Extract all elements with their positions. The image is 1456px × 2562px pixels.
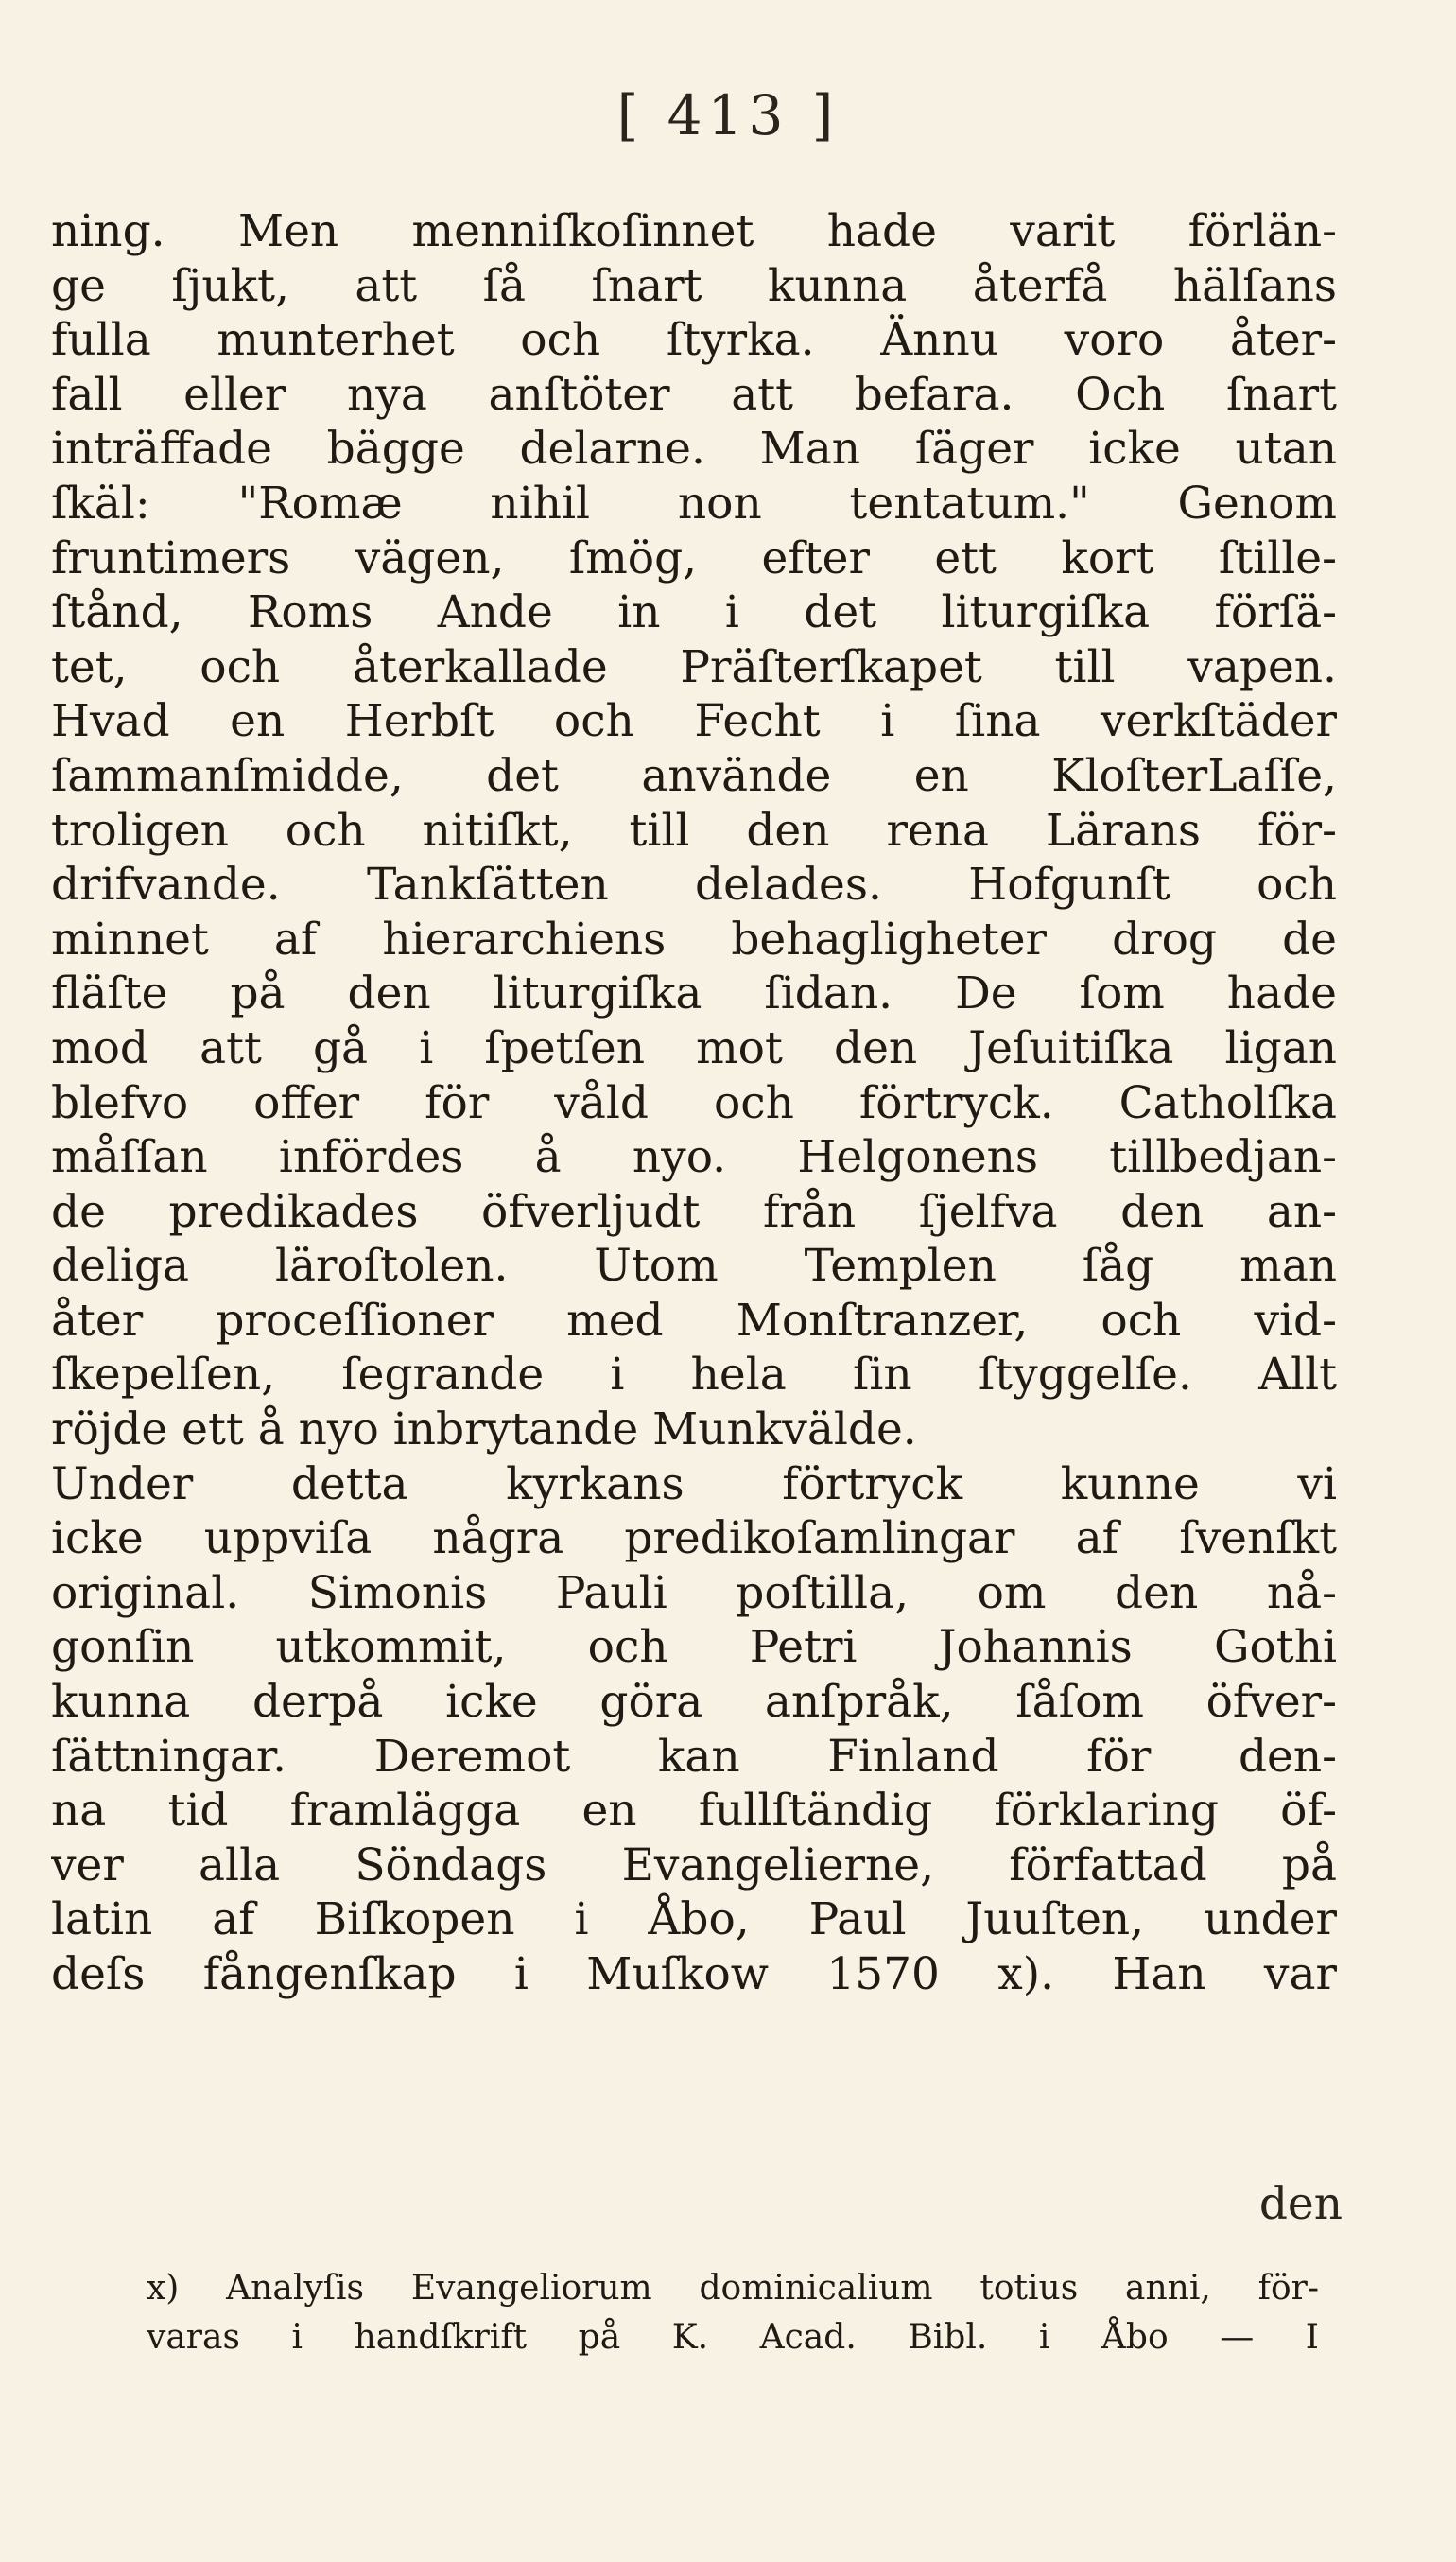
text-line: Hvad en Herbſt och Fecht i ſina verkſtäder: [51, 695, 1337, 748]
text-line: minnet af hierarchiens behagligheter drog de: [51, 913, 1337, 966]
footnote-line: x) Analyſis Evangeliorum dominicalium totius anni, för-: [147, 2269, 1319, 2308]
text-line-final: [51, 1947, 1337, 2002]
page-number: [ 413 ]: [616, 83, 840, 148]
text-line-start: deſs fångenſkap i Muſkow 1570 x).: [51, 1948, 1055, 2000]
text-line: ſammanſmidde, det använde en KloſterLaſſe,: [51, 749, 1337, 802]
text-line: fulla munterhet och ſtyrka. Ännu voro åter-: [51, 314, 1337, 367]
text-line: inträffade bägge delarne. Man ſäger icke utan: [51, 423, 1337, 476]
text-line: ſkäl: "Romæ nihil non tentatum." Genom: [51, 477, 1337, 530]
text-line: latin af Biſkopen i Åbo, Paul Juuſten, under: [51, 1893, 1337, 1946]
text-line: mod att gå i ſpetſen mot den Jeſuitiſka ligan: [51, 1021, 1337, 1074]
text-line: deliga läroſtolen. Utom Templen ſåg man: [51, 1240, 1337, 1293]
main-text: [51, 204, 1337, 2002]
text-line: blefvo offer för våld och förtryck. Catholſka: [51, 1076, 1337, 1129]
text-line: na tid framlägga en fullſtändig förklaring öf-: [51, 1785, 1337, 1838]
text-line: ſtånd, Roms Ande in i det liturgiſka förſä-: [51, 586, 1337, 639]
text-line-end: Han var: [1112, 1948, 1337, 2000]
text-line: gonſin utkommit, och Petri Johannis Gothi: [51, 1621, 1337, 1674]
text-line: kunna derpå icke göra anſpråk, ſåſom öfver-: [51, 1676, 1337, 1729]
text-line: ſättningar. Deremot kan Finland för den-: [51, 1730, 1337, 1783]
text-line: måſſan infördes å nyo. Helgonens tillbedjan-: [51, 1131, 1337, 1184]
text-line: ſkepelſen, ſegrande i hela ſin ſtyggelſe. Allt: [51, 1349, 1337, 1402]
text-line: troligen och nitiſkt, till den rena Lärans för-: [51, 804, 1337, 857]
footnote-line: varas i handſkrift på K. Acad. Bibl. i Åbo — I: [147, 2318, 1319, 2357]
text-line: fläſte på den liturgiſka ſidan. De ſom hade: [51, 967, 1337, 1020]
catch-word: den: [1258, 2178, 1343, 2230]
text-line: de predikades öfverljudt från ſjelfva den an-: [51, 1185, 1337, 1238]
text-line: tet, och återkallade Präſterſkapet till vapen.: [51, 640, 1337, 693]
text-line: Under detta kyrkans förtryck kunne vi: [51, 1457, 1337, 1510]
text-line: icke uppviſa några predikoſamlingar af ſvenſkt: [51, 1512, 1337, 1565]
text-line: ning. Men menniſkoſinnet hade varit förlän-: [51, 205, 1337, 257]
text-line: fruntimers vägen, ſmög, efter ett kort ſtille-: [51, 532, 1337, 584]
footnote: [147, 2264, 1319, 2362]
text-line: ver alla Söndags Evangelierne, författad på: [51, 1839, 1337, 1891]
text-line: fall eller nya anſtöter att befara. Och ſnart: [51, 368, 1337, 421]
text-line: drifvande. Tankſätten delades. Hofgunſt och: [51, 859, 1337, 912]
text-line: åter proceſſioner med Monſtranzer, och vid-: [51, 1294, 1337, 1347]
text-line: ge ſjukt, att ſå ſnart kunna återfå hälſans: [51, 259, 1337, 312]
text-line: röjde ett å nyo inbrytande Munkvälde.: [51, 1403, 917, 1456]
text-line: original. Simonis Pauli poſtilla, om den nå-: [51, 1566, 1337, 1619]
